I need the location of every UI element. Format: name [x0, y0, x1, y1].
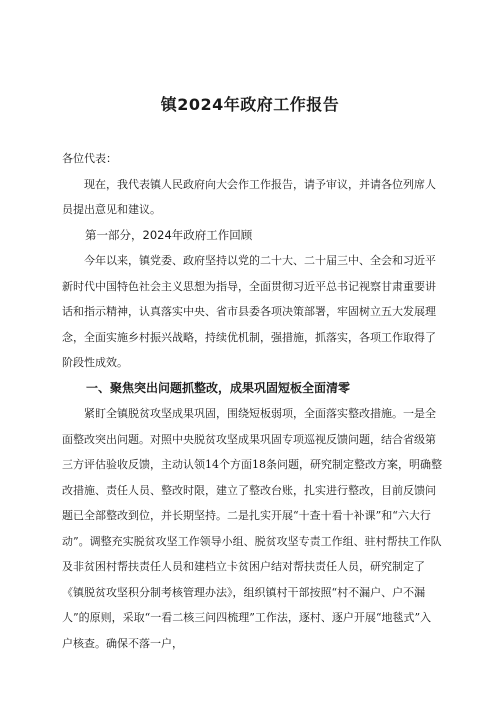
section-paragraph: 紧盯全镇脱贫攻坚成果巩固，围绕短板弱项，全面落实整改措施。一是全面整改突出问题。对照中央脱贫攻坚成果巩固专项巡视反馈问题，结合省级第三方评估验收反馈，主动认领14个方面18条问题，研究制定整改方案，明确整改措施、责任人员、整改时限，建立了整改台账，扎实进行整改，目前反馈问题已全部整改到位，并长期坚持。二是扎实开展“十查十看十补课”和“六大行动”。调整充实脱贫攻坚工作领导小组、脱贫攻坚专责工作组、驻村帮扶工作队及非贫困村帮扶责任人员和建档立卡贫困户结对帮扶责任人员，研究制定了《镇脱贫攻坚积分制考核管理办法》，组织镇村干部按照“村不漏户、户不漏人”的原则，采取“一看二核三问四梳理”工作法，逐村、逐户开展“地毯式”入户核查。确保不落一户，: [62, 407, 442, 650]
section-heading: 一、聚焦突出问题抓整改，成果巩固短板全面清零: [86, 380, 351, 395]
document-title: 镇2024年政府工作报告: [160, 95, 340, 114]
document-body: [62, 146, 442, 656]
intro-paragraph: 现在，我代表镇人民政府向大会作工作报告，请予审议，并请各位列席人员提出意见和建议。: [62, 177, 436, 216]
review-paragraph: 今年以来，镇党委、政府坚持以党的二十大、二十届三中、全会和习近平新时代中国特色社会主义思想为指导，全面贯彻习近平总书记视察甘肃重要讲话和指示精神，认真落实中央、省市县委各项决策部署，牢固树立五大发展理念，全面实施乡村振兴战略，持续优机制，强措施，抓落实，各项工作取得了阶段性成效。: [62, 254, 436, 369]
salutation: 各位代表：: [62, 152, 117, 165]
part-heading: 第一部分，2024年政府工作回顾: [85, 227, 253, 242]
